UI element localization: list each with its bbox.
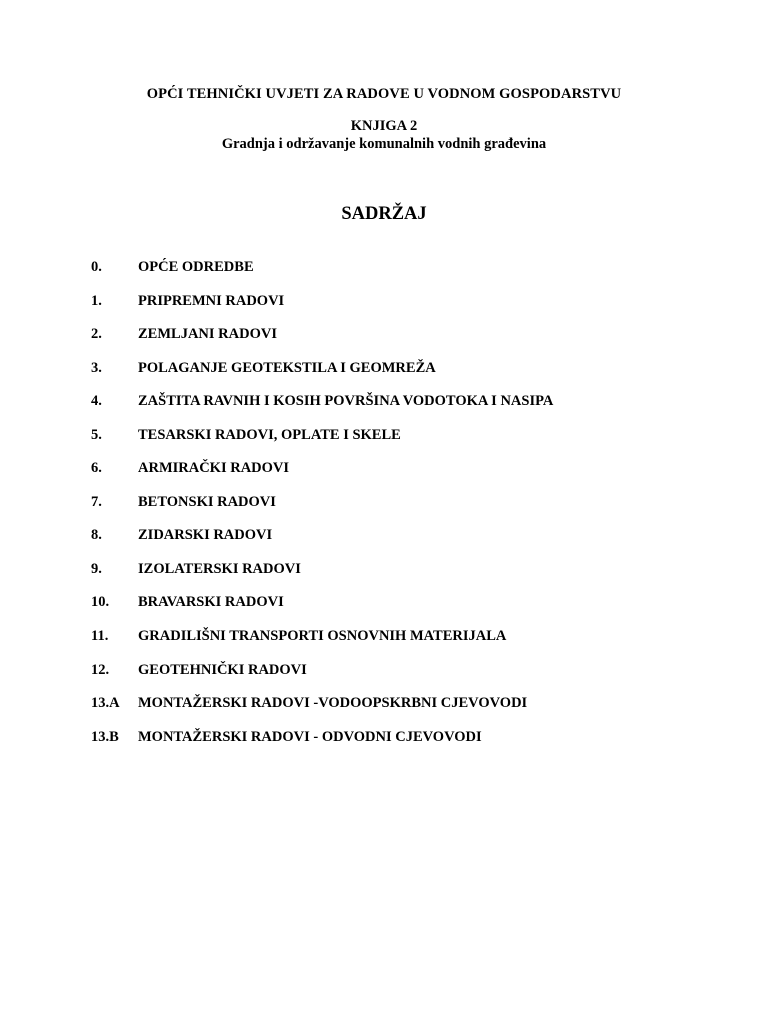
- toc-entry-number: 9.: [91, 560, 102, 577]
- toc-entry: [91, 427, 711, 461]
- toc-entry-label: PRIPREMNI RADOVI: [138, 292, 285, 309]
- toc-entry-number: 4.: [91, 393, 102, 410]
- toc-entry-label: MONTAŽERSKI RADOVI -VODOOPSKRBNI CJEVOVODI: [138, 695, 528, 712]
- toc-entry: [91, 326, 711, 360]
- toc-entry-number: 13.A: [91, 695, 120, 712]
- toc-entry-label: MONTAŽERSKI RADOVI - ODVODNI CJEVOVODI: [138, 728, 482, 745]
- toc-entry-label: IZOLATERSKI RADOVI: [138, 560, 301, 577]
- toc-entry-label: BRAVARSKI RADOVI: [138, 594, 284, 611]
- toc-entry-number: 10.: [91, 594, 110, 611]
- toc-entry-label: POLAGANJE GEOTEKSTILA I GEOMREŽA: [138, 359, 436, 376]
- toc-entry: [91, 494, 711, 528]
- toc-entry-label: ARMIRAČKI RADOVI: [138, 460, 290, 477]
- toc-entry: [91, 628, 711, 662]
- contents-heading: SADRŽAJ: [341, 204, 427, 224]
- toc-entry: [91, 527, 711, 561]
- toc-entry-label: TESARSKI RADOVI, OPLATE I SKELE: [138, 426, 401, 443]
- toc-entry: [91, 360, 711, 394]
- toc-entry-label: ZEMLJANI RADOVI: [138, 326, 277, 343]
- toc-entry: [91, 662, 711, 696]
- book-subtitle: Gradnja i održavanje komunalnih vodnih građevina: [221, 136, 547, 152]
- toc-entry-number: 11.: [91, 628, 109, 645]
- toc-entry: [91, 594, 711, 628]
- toc-entry: [91, 729, 711, 763]
- toc-entry-number: 2.: [91, 326, 102, 343]
- document-title: OPĆI TEHNIČKI UVJETI ZA RADOVE U VODNOM GOSPODARSTVU: [146, 86, 622, 102]
- toc-entry: [91, 293, 711, 327]
- book-number: KNJIGA 2: [350, 118, 418, 134]
- toc-entry: [91, 460, 711, 494]
- toc-entry-number: 12.: [91, 661, 110, 678]
- toc-entry-label: ZIDARSKI RADOVI: [138, 527, 273, 544]
- toc-entry-label: GEOTEHNIČKI RADOVI: [138, 661, 307, 678]
- toc-entry-label: ZAŠTITA RAVNIH I KOSIH POVRŠINA VODOTOKA I NASIPA: [138, 393, 554, 410]
- toc-entry: [91, 259, 711, 293]
- toc-entry-label: OPĆE ODREDBE: [138, 259, 254, 275]
- toc-entry-number: 6.: [91, 460, 102, 477]
- table-of-contents: [91, 259, 711, 762]
- toc-entry-number: 0.: [91, 259, 102, 275]
- toc-entry-label: GRADILIŠNI TRANSPORTI OSNOVNIH MATERIJALA: [138, 628, 507, 645]
- toc-entry-number: 3.: [91, 359, 102, 376]
- toc-entry-number: 5.: [91, 426, 102, 443]
- toc-entry: [91, 695, 711, 729]
- toc-entry-number: 13.B: [91, 728, 119, 745]
- toc-entry: [91, 393, 711, 427]
- toc-entry-number: 1.: [91, 292, 102, 309]
- toc-entry-label: BETONSKI RADOVI: [138, 493, 276, 510]
- toc-entry-number: 8.: [91, 527, 102, 544]
- toc-entry-number: 7.: [91, 493, 102, 510]
- toc-entry: [91, 561, 711, 595]
